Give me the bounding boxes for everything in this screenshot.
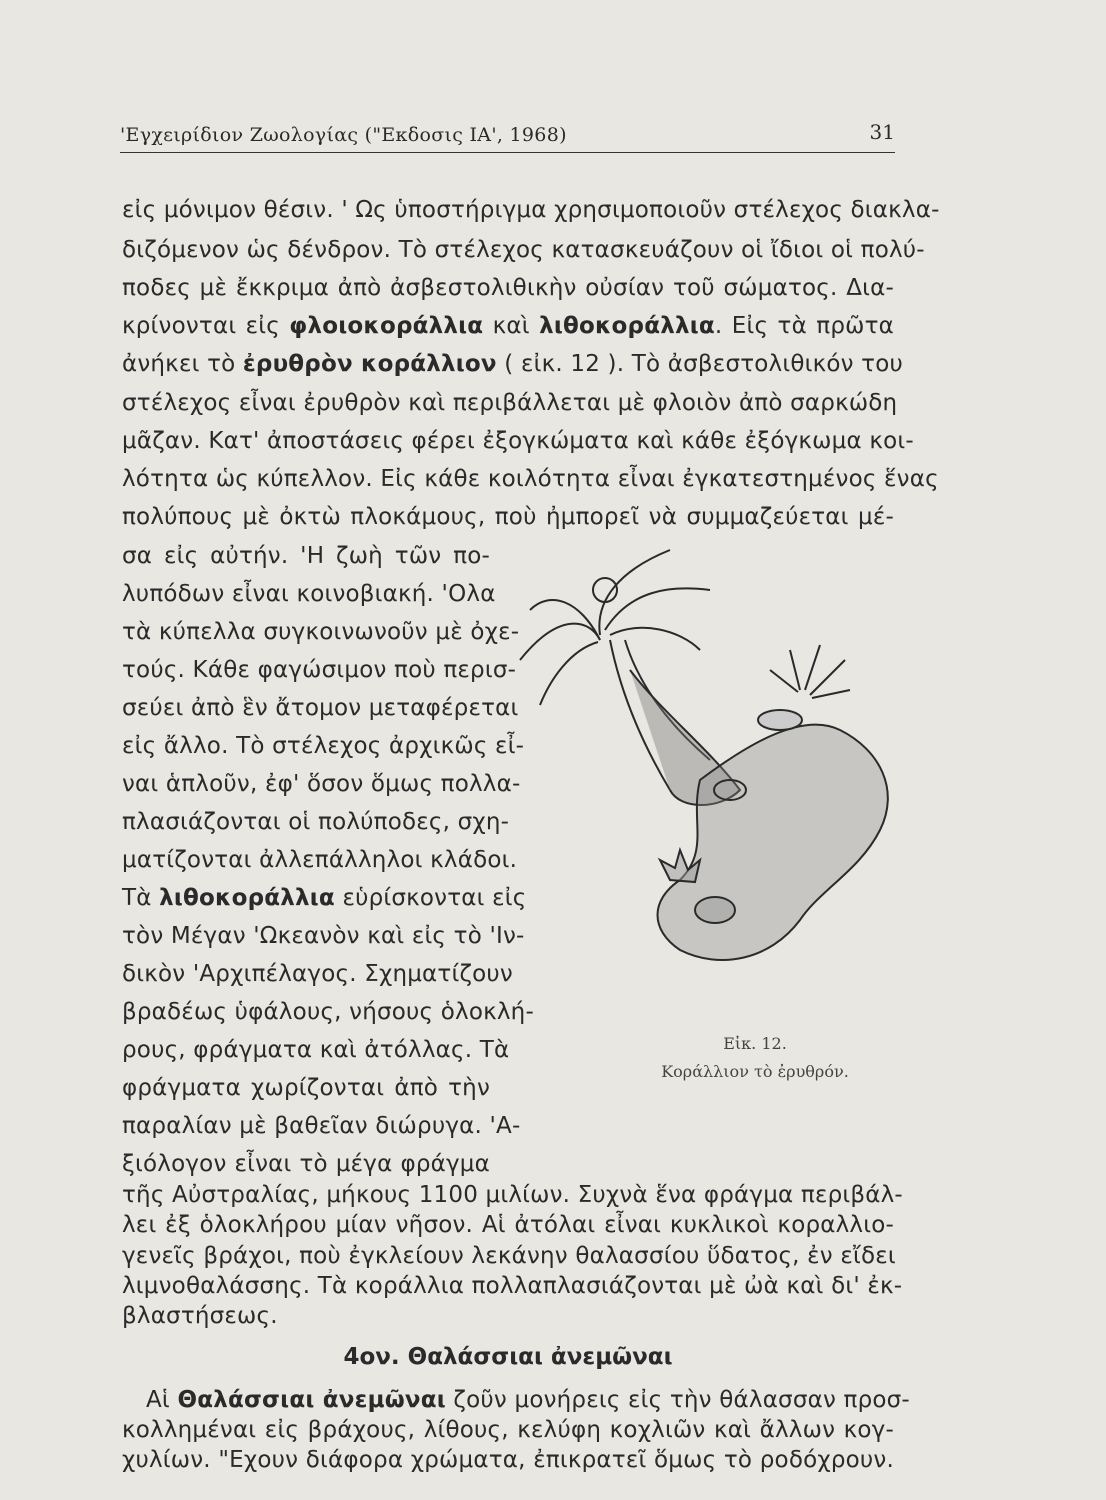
text-line: πλασιάζονται οἱ πολύποδες, σχη- xyxy=(122,809,510,835)
text-line: βραδέως ὑφάλους, νήσους ὁλοκλή- xyxy=(122,999,534,1025)
text-fragment: κρίνονται εἰς xyxy=(122,313,290,339)
bold-term: Θαλάσσιαι ἀνεμῶναι xyxy=(177,1386,446,1413)
text-fragment: ζοῦν μονήρεις εἰς τὴν θάλασσαν προσ- xyxy=(445,1386,910,1413)
text-line: βλαστήσεως. xyxy=(122,1302,278,1329)
page-header xyxy=(120,116,895,153)
text-line: εἰς μόνιμον θέσιν. ' Ως ὑποστήριγμα χρησιμοποιοῦν στέλεχος διακλα- xyxy=(122,197,940,223)
text-line: ποδες μὲ ἔκκριμα ἀπὸ ἀσβεστολιθικὴν οὐσίαν τοῦ σώματος. Δια- xyxy=(122,275,894,301)
text-line: μᾶζαν. Κατ' ἀποστάσεις φέρει ἐξογκώματα καὶ κάθε ἐξόγκωμα κοι- xyxy=(122,428,914,454)
text-fragment: ἀνήκει τὸ xyxy=(122,351,243,377)
text-line: στέλεχος εἶναι ἐρυθρὸν καὶ περιβάλλεται μὲ φλοιὸν ἀπὸ σαρκώδη xyxy=(122,390,898,416)
bold-term: ἐρυθρὸν κοράλλιον xyxy=(242,351,497,377)
text-line xyxy=(122,878,527,918)
text-line: γενεῖς βράχοι, ποὺ ἐγκλείουν λεκάνην θαλασσίου ὕδατος, ἐν εἴδει xyxy=(122,1242,896,1269)
text-fragment: Τὰ xyxy=(122,885,160,911)
text-line: σα εἰς αὐτήν. 'Η ζωὴ τῶν πο- xyxy=(122,543,490,569)
coral-figure xyxy=(500,530,910,970)
bold-term: λιθοκοράλλια xyxy=(539,313,715,339)
text-line: λιμνοθαλάσσης. Τὰ κοράλλια πολλαπλασιάζονται μὲ ὠὰ καὶ δι' ἐκ- xyxy=(122,1272,903,1299)
text-line: δικὸν 'Αρχιπέλαγος. Σχηματίζουν xyxy=(122,961,513,987)
text-line: χυλίων. "Εχουν διάφορα χρώματα, ἐπικρατεῖ ὅμως τὸ ροδόχρουν. xyxy=(122,1447,894,1473)
text-line: ρους, φράγματα καὶ ἀτόλλας. Τὰ xyxy=(122,1037,510,1063)
figure-label: Εἰκ. 12. xyxy=(723,1034,787,1053)
page-number: 31 xyxy=(869,120,895,144)
text-line: λότητα ὡς κύπελλον. Εἰς κάθε κοιλότητα εἶναι ἐγκατεστημένος ἕνας xyxy=(122,466,939,492)
text-line: λει ἐξ ὁλοκλήρου μίαν νῆσον. Αἱ ἀτόλαι εἶναι κυκλικοὶ κοραλλιο- xyxy=(122,1212,894,1239)
text-line xyxy=(122,306,894,346)
text-line: τὸν Μέγαν 'Ωκεανὸν καὶ εἰς τὸ 'Ιν- xyxy=(122,923,525,949)
text-line: τὰ κύπελλα συγκοινωνοῦν μὲ ὀχε- xyxy=(122,619,520,645)
text-fragment: ( εἰκ. 12 ). Τὸ ἀσβεστολιθικόν του xyxy=(496,351,903,377)
text-line: φράγματα χωρίζονται ἀπὸ τὴν xyxy=(122,1075,490,1101)
text-line: ναι ἁπλοῦν, ἐφ' ὅσον ὅμως πολλα- xyxy=(122,771,521,797)
section-heading: 4ον. Θαλάσσιαι ἀνεμῶναι xyxy=(343,1343,673,1370)
red-coral-illustration xyxy=(500,530,910,970)
running-title: 'Εγχειρίδιον Ζωολογίας ("Εκδοσις ΙΑ', 1968) xyxy=(120,124,567,146)
text-line: τούς. Κάθε φαγώσιμον ποὺ περισ- xyxy=(122,657,517,683)
figure-caption: Κοράλλιον τὸ ἐρυθρόν. xyxy=(661,1062,849,1081)
text-line: λυπόδων εἶναι κοινοβιακή. 'Ολα xyxy=(122,581,496,607)
text-line: τῆς Αὐστραλίας, μήκους 1100 μιλίων. Συχνὰ ἕνα φράγμα περιβάλ- xyxy=(122,1182,903,1209)
text-line: κολλημέναι εἰς βράχους, λίθους, κελύφη κοχλιῶν καὶ ἄλλων κογ- xyxy=(122,1416,894,1443)
text-fragment: . Εἰς τὰ πρῶτα xyxy=(714,313,894,339)
text-line: διζόμενον ὡς δένδρον. Τὸ στέλεχος κατασκευάζουν οἱ ἴδιοι οἱ πολύ- xyxy=(122,237,925,263)
text-fragment: Αἱ xyxy=(146,1386,178,1413)
text-line: πολύπους μὲ ὀκτὼ πλοκάμους, ποὺ ἠμπορεῖ νὰ συμμαζεύεται μέ- xyxy=(122,504,894,530)
bold-term: λιθοκοράλλια xyxy=(159,885,335,911)
text-line: εἰς ἄλλο. Τὸ στέλεχος ἀρχικῶς εἶ- xyxy=(122,733,525,759)
text-line xyxy=(122,344,903,384)
text-line: ματίζονται ἀλλεπάλληλοι κλάδοι. xyxy=(122,847,518,873)
text-line: ξιόλογον εἶναι τὸ μέγα φράγμα xyxy=(122,1151,490,1177)
text-line: σεύει ἀπὸ ἓν ἄτομον μεταφέρεται xyxy=(122,695,519,721)
text-fragment: καὶ xyxy=(483,313,540,339)
text-fragment: εὑρίσκονται εἰς xyxy=(334,885,527,911)
bold-term: φλοιοκοράλλια xyxy=(289,313,484,339)
text-line: παραλίαν μὲ βαθεῖαν διώρυγα. 'Α- xyxy=(122,1113,521,1139)
